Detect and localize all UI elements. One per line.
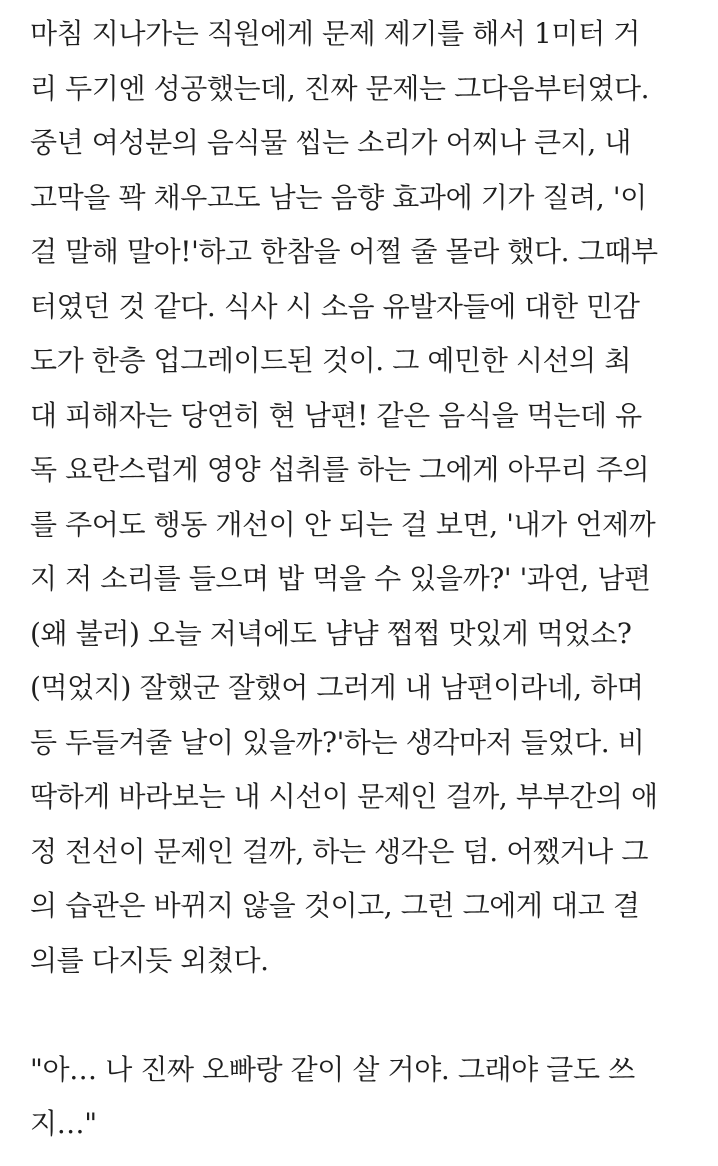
article-body	[30, 7, 710, 1152]
text-line: 도가 한층 업그레이드된 것이. 그 예민한 시선의 최	[30, 344, 631, 377]
text-line: 정 전선이 문제인 걸까, 하는 생각은 덤. 어쨌거나 그	[30, 834, 648, 868]
text-line: "아… 나 진짜 오빠랑 같이 살 거야. 그래야 글도 쓰	[30, 1052, 635, 1086]
text-line: 의를 다지듯 외쳤다.	[30, 943, 269, 977]
text-line: 지 저 소리를 들으며 밥 먹을 수 있을까?' '과연, 남편	[30, 562, 651, 595]
text-line: 마침 지나가는 직원에게 문제 제기를 해서 1미터 거	[30, 17, 640, 50]
text-line: 등 두들겨줄 날이 있을까?'하는 생각마저 들었다. 비	[30, 725, 645, 759]
paragraph-1	[30, 7, 710, 988]
text-line: 딱하게 바라보는 내 시선이 문제인 걸까, 부부간의 애	[30, 780, 658, 813]
text-line: 고막을 꽉 채우고도 남는 음향 효과에 기가 질려, '이	[30, 180, 647, 214]
text-line: (왜 불러) 오늘 저녁에도 냠냠 쩝쩝 맛있게 먹었소?	[30, 616, 632, 650]
text-line: 리 두기엔 성공했는데, 진짜 문제는 그다음부터였다.	[30, 71, 650, 105]
text-line: 의 습관은 바뀌지 않을 것이고, 그런 그에게 대고 결	[30, 889, 640, 922]
text-line: 지…"	[30, 1107, 97, 1140]
text-line: 를 주어도 행동 개선이 안 되는 걸 보면, '내가 언제까	[30, 507, 656, 541]
paragraph-gap	[30, 988, 710, 1043]
text-line: (먹었지) 잘했군 잘했어 그러게 내 남편이라네, 하며	[30, 671, 644, 704]
text-line: 걸 말해 말아!'하고 한참을 어쩔 줄 몰라 했다. 그때부	[30, 235, 658, 268]
text-line: 독 요란스럽게 영양 섭취를 하는 그에게 아무리 주의	[30, 453, 650, 486]
text-line: 중년 여성분의 음식물 씹는 소리가 어찌나 큰지, 내	[30, 126, 631, 159]
text-line: 대 피해자는 당연히 현 남편! 같은 음식을 먹는데 유	[30, 398, 642, 432]
text-line: 터였던 것 같다. 식사 시 소음 유발자들에 대한 민감	[30, 289, 640, 323]
paragraph-2	[30, 1043, 710, 1152]
